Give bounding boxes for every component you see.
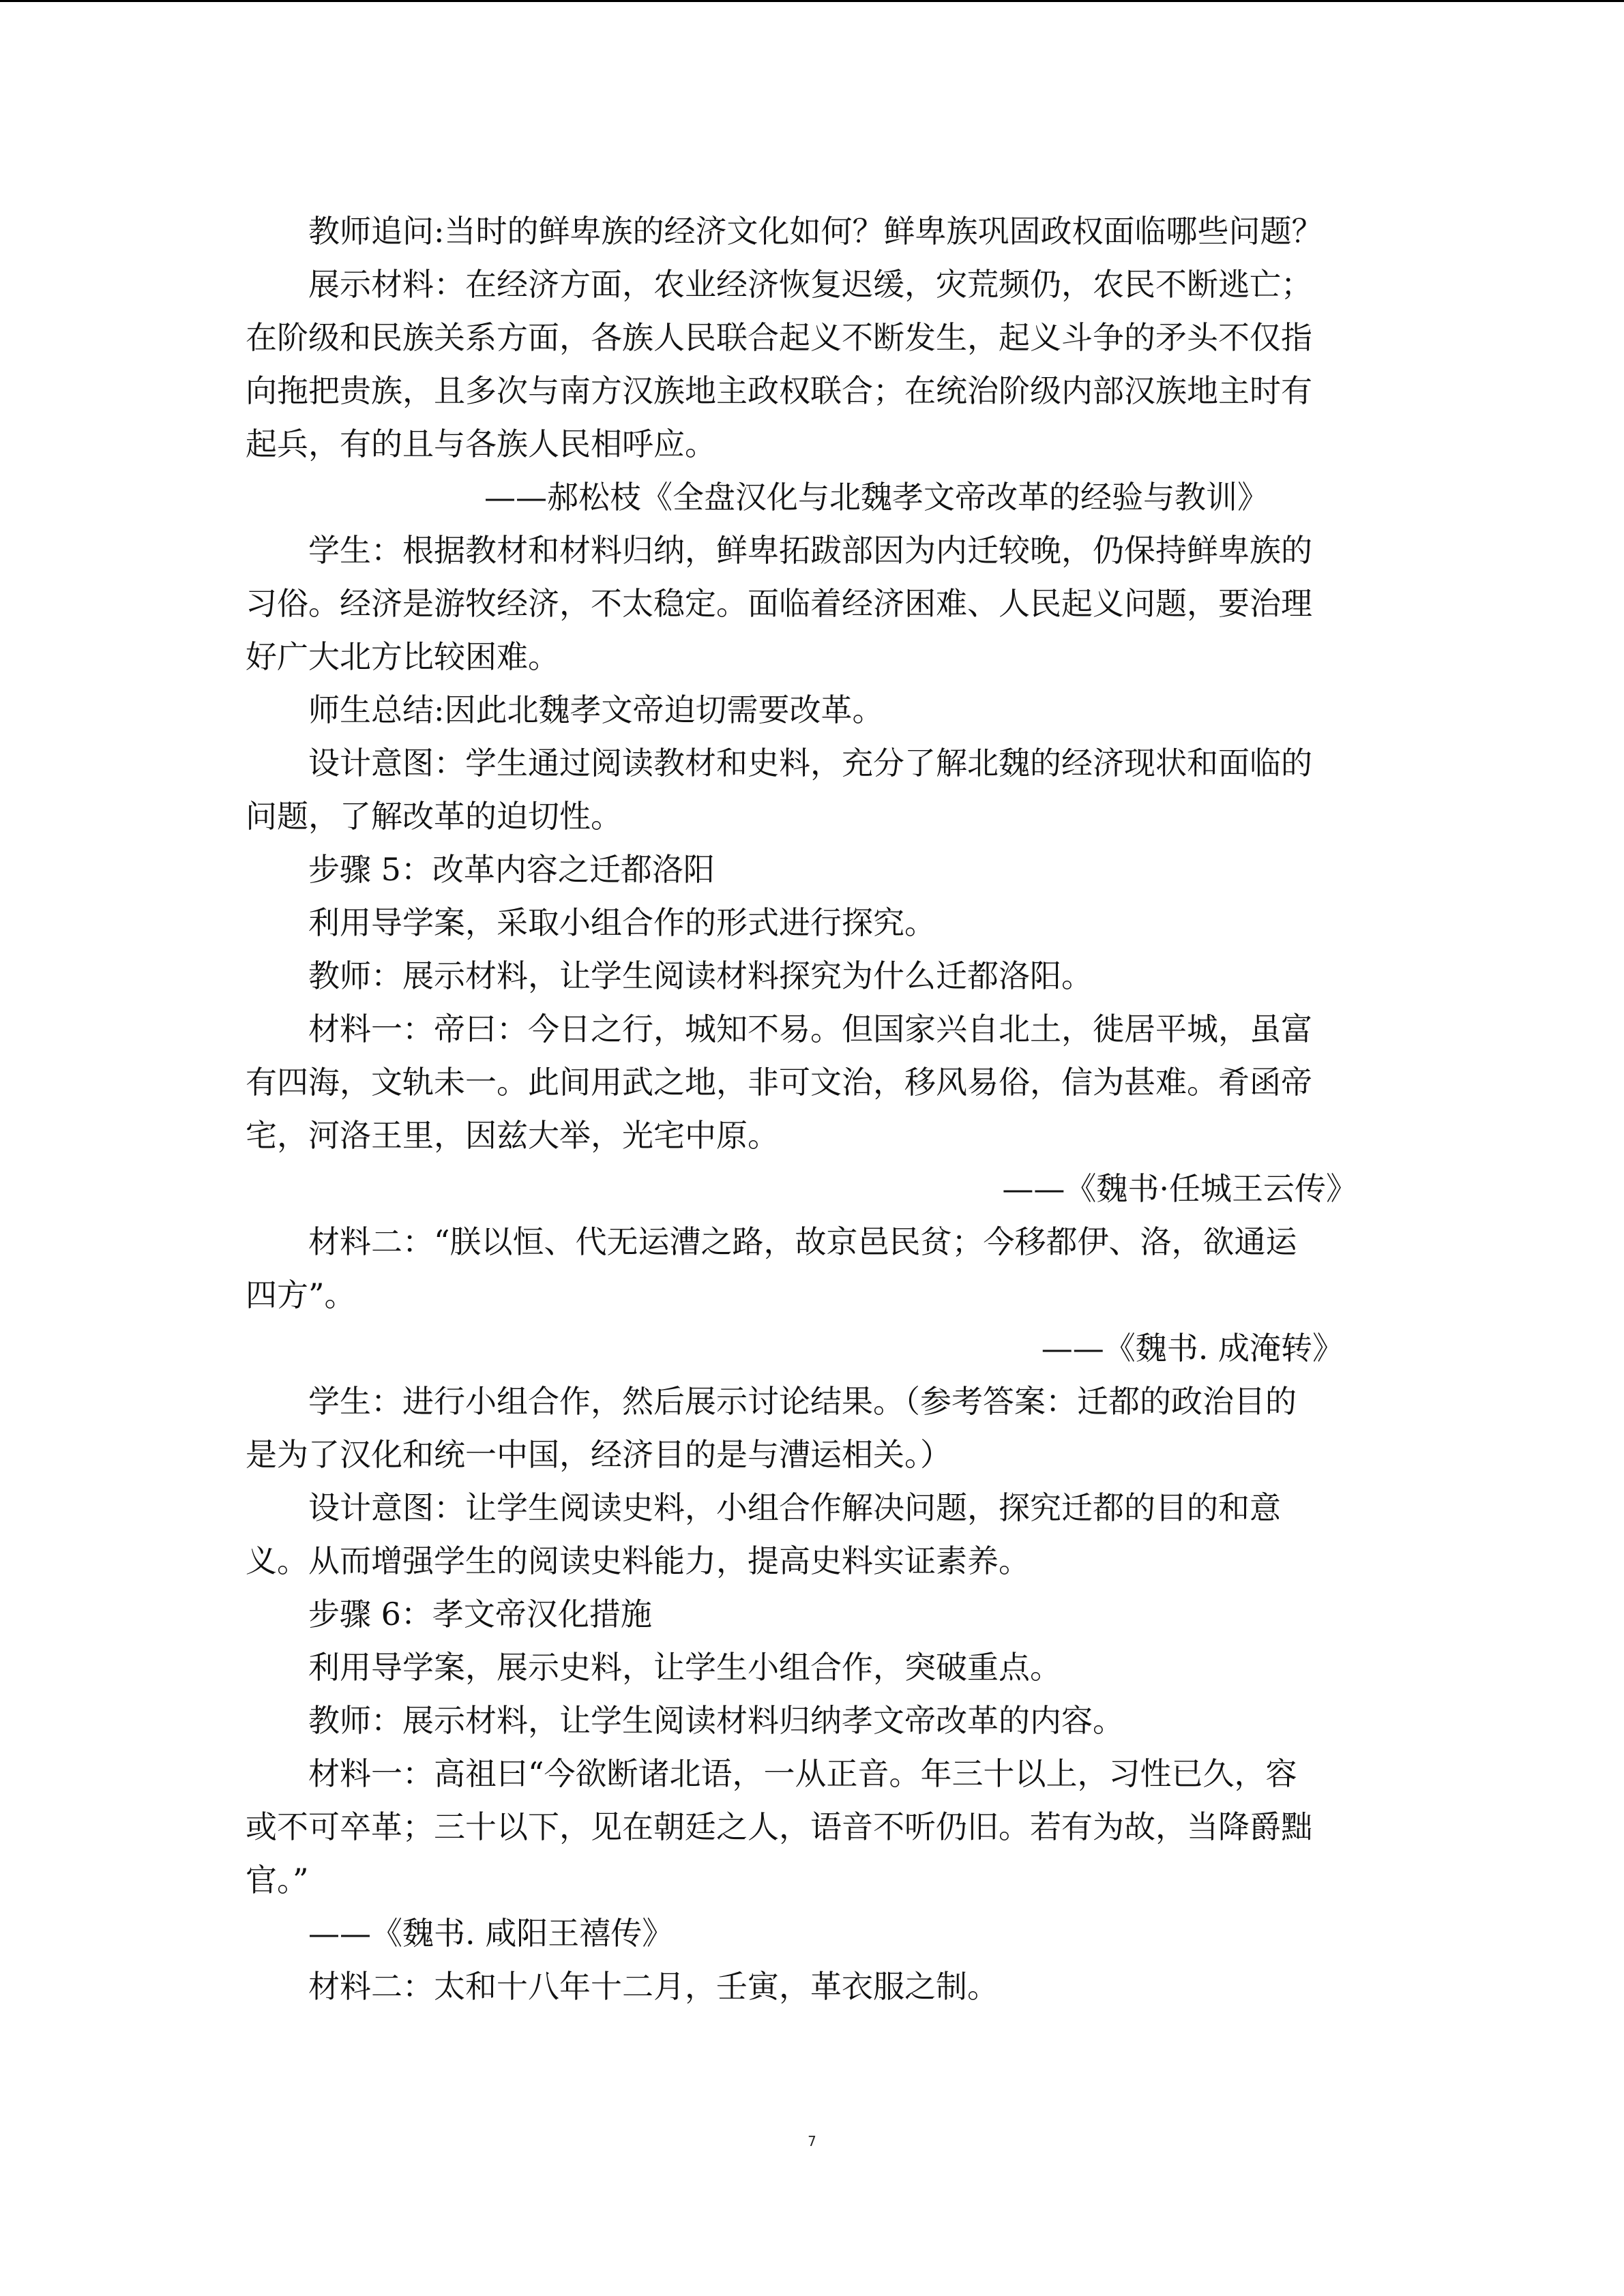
paragraph-line: 利用导学案，采取小组合作的形式进行探究。 xyxy=(308,904,936,941)
paragraph-line: 是为了汉化和统一中国，经济目的是与漕运相关。） xyxy=(246,1436,951,1473)
paragraph-line: 教师：展示材料，让学生阅读材料探究为什么迁都洛阳。 xyxy=(308,957,1093,994)
paragraph-line: 有四海，文轨未一。此间用武之地，非可文治，移风易俗，信为甚难。肴函帝 xyxy=(246,1064,1312,1101)
top-border-line xyxy=(0,0,1624,2)
paragraph-line: 向拖把贵族，且多次与南方汉族地主政权联合；在统治阶级内部汉族地主时有 xyxy=(246,372,1312,409)
paragraph-line: 材料二：太和十八年十二月，壬寅，革衣服之制。 xyxy=(308,1968,999,2005)
step-heading: 步骤 6：孝文帝汉化措施 xyxy=(308,1596,652,1632)
paragraph-line: 宅，河洛王里，因兹大举，光宅中原。 xyxy=(246,1117,779,1154)
paragraph-line: 义。从而增强学生的阅读史料能力，提高史料实证素养。 xyxy=(246,1542,1030,1579)
source-citation: ——《魏书. 咸阳王禧传》 xyxy=(308,1915,674,1952)
paragraph-line: 四方”。 xyxy=(246,1277,356,1313)
paragraph-line: 学生：进行小组合作，然后展示讨论结果。（参考答案：迁都的政治目的 xyxy=(308,1383,1297,1420)
step-heading: 步骤 5：改革内容之迁都洛阳 xyxy=(308,851,715,888)
paragraph-line: 或不可卒革；三十以下，见在朝廷之人，语音不听仍旧。若有为故，当降爵黜 xyxy=(246,1808,1312,1845)
document-body xyxy=(246,205,1364,2013)
page-number: 7 xyxy=(808,2133,816,2149)
source-citation: ——《魏书. 成淹转》 xyxy=(1041,1330,1344,1367)
paragraph-line: 材料一：高祖曰“今欲断诸北语，一从正音。年三十以上，习性已久，容 xyxy=(308,1755,1297,1792)
paragraph-line: 材料二：“朕以恒、代无运漕之路，故京邑民贫；今移都伊、洛，欲通运 xyxy=(308,1223,1297,1260)
paragraph-line: 设计意图：学生通过阅读教材和史料，充分了解北魏的经济现状和面临的 xyxy=(308,745,1312,781)
paragraph-line: 利用导学案，展示史料，让学生小组合作，突破重点。 xyxy=(308,1649,1061,1686)
paragraph-line: 官。” xyxy=(246,1862,309,1898)
paragraph-line: 在阶级和民族关系方面，各族人民联合起义不断发生，起义斗争的矛头不仅指 xyxy=(246,319,1312,356)
paragraph-line: 习俗。经济是游牧经济，不太稳定。面临着经济困难、人民起义问题，要治理 xyxy=(246,585,1312,622)
source-citation: ——《魏书·任城王云传》 xyxy=(1002,1170,1357,1207)
source-citation: ——郝松枝《全盘汉化与北魏孝文帝改革的经验与教训》 xyxy=(484,479,1269,516)
paragraph-line: 学生：根据教材和材料归纳，鲜卑拓跋部因为内迁较晚，仍保持鲜卑族的 xyxy=(308,532,1312,569)
paragraph-line: 起兵，有的且与各族人民相呼应。 xyxy=(246,426,716,462)
paragraph-line: 教师追问:当时的鲜卑族的经济文化如何？鲜卑族巩固政权面临哪些问题？ xyxy=(308,213,1323,250)
paragraph-line: 师生总结:因此北魏孝文帝迫切需要改革。 xyxy=(308,691,884,728)
paragraph-line: 设计意图：让学生阅读史料，小组合作解决问题，探究迁都的目的和意 xyxy=(308,1489,1281,1526)
paragraph-line: 材料一：帝曰：今日之行，城知不易。但国家兴自北土，徙居平城，虽富 xyxy=(308,1011,1312,1047)
paragraph-line: 展示材料：在经济方面，农业经济恢复迟缓，灾荒频仍，农民不断逃亡； xyxy=(308,266,1312,303)
paragraph-line: 教师：展示材料，让学生阅读材料归纳孝文帝改革的内容。 xyxy=(308,1702,1124,1739)
paragraph-line: 好广大北方比较困难。 xyxy=(246,638,559,675)
paragraph-line: 问题，了解改革的迫切性。 xyxy=(246,798,622,835)
